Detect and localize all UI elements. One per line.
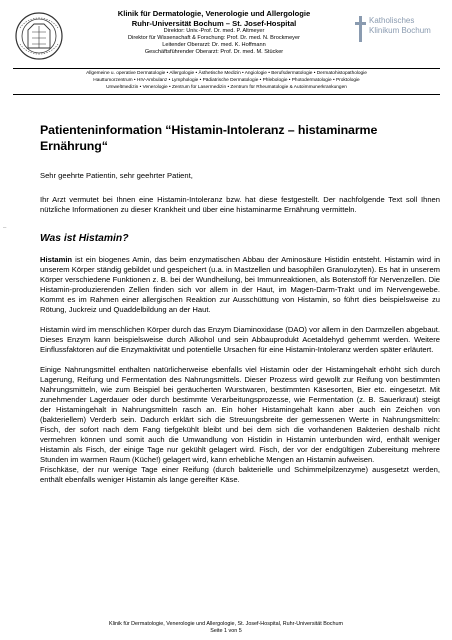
document-body: [40, 122, 440, 485]
divider: [13, 68, 440, 69]
footer-clinic: Klinik für Dermatologie, Venerologie und Allergologie, St. Josef-Hospital, Ruhr-Universität Bochum: [108, 621, 343, 627]
page-number: Seite 1 von 5: [210, 628, 242, 634]
greeting: Sehr geehrte Patientin, sehr geehrter Patient,: [40, 171, 193, 180]
margin-mark: –: [3, 225, 7, 231]
paragraph-text: ist ein biogenes Amin, das beim enzymatischen Abbau der Aminosäure Histidin entsteht. Histamin wird in unserem Körper ständig gebildet und gespeichert (u.a. in Mastzellen und basophilen Granulozyten). Es hat in unserem Körper verschiedene Funktionen z. B. bei der Wundheilung, bei Immunreaktionen, als Botenstoff für Nervenzellen. Die Histamin-produzierenden Zellen finden sich vor allem in der Haut, im Magen-Darm-Trakt und im Nervengewebe. Kommt es im Rahmen einer allergischen Reaktion zur Ausschüttung von Histamin, so führt dies beispielsweise zu Rötung, Juckreiz und Quaddelbildung an der Haut.: [40, 255, 440, 314]
department-line: Hauttumorzentrum • HIV-Ambulanz • Lymphologie • Pädiatrische Dermatologie • Phlebologie • Photodermatologie • Proktologie: [93, 78, 360, 84]
logo-text-line: Klinikum Bochum: [369, 25, 431, 35]
document-title: [40, 122, 440, 154]
paragraph-food-histamin: Einige Nahrungsmittel enthalten natürlicherweise ebenfalls viel Histamin oder der Histamingehalt erhöht sich durch Lagerung, Reifung und Fermentation des Nahrungsmittels. Dieser Prozess wird gewollt zur Reifung von bestimmten Nahrungsmitteln, wie zum Beispiel bei geräucherten Wurstwaren, bestimmten Käsesorten, Bier etc. eingesetzt. Mit zunehmender Lagerdauer oder durch bestimmte Verarbeitungsprozesse, wie Fermentation (z. B. Sauerkraut) steigt der Histamingehalt in Nahrungsmitteln rasch an. Ein hoher Histamingehalt kann aber auch ein Zeichen von (bakteriellem) Verderb sein. Dadurch erklärt sich die Streuungsbreite der gemessenen Werte in Nahrungsmitteln: Fisch, der sofort nach dem Fang tiefgekühlt bleibt und bei dem sich die vorhandenen Bakterien deshalb nicht vermehren können und somit auch die Umwandlung von Histidin in Histamin unterbunden wird, enthält weniger Histamin als Fisch, der einige Tage nur gekühlt gelagert wird. Fisch, der vor der endgültigen Zubereitung mehrere Stunden im warmen Raum (Küche!) gelagert wird, kann erhebliche Mengen an Histamin aufweisen.: [40, 365, 440, 464]
university-hospital-name: Ruhr-Universität Bochum – St. Josef-Hospital: [131, 18, 297, 28]
divider: [13, 94, 440, 95]
hospital-logo-text: [369, 16, 431, 35]
staff-line: Direktor für Wissenschaft & Forschung: Prof. Dr. med. N. Brockmeyer: [128, 35, 300, 42]
section-heading: Was ist Histamin?: [40, 233, 129, 244]
clinic-header: [72, 9, 356, 56]
paragraph-cheese: Frischkäse, der nur wenige Tage einer Reifung (durch bakterielle und Schimmelpilzenzyme) ausgesetzt werden, enthält ebenfalls weniger Histamin als lange gereifter Käse.: [40, 465, 440, 484]
university-seal-icon: [14, 8, 64, 64]
logo-text-line: Katholisches: [369, 16, 415, 25]
paragraph-histamin-breakdown: Histamin wird im menschlichen Körper durch das Enzym Diaminoxidase (DAO) vor allem in den Darmzellen abgebaut. Dieses Enzym kann beispielsweise durch Alkohol und sein Abbauprodukt Acetaldehyd gehemmt werden. Weitere Einflussfaktoren auf die Enzymaktivität und potentielle Ursachen für eine Histamin-Intoleranz werden später erläutert.: [40, 325, 440, 354]
staff-line: Leitender Oberarzt: Dr. med. K. Hoffmann: [162, 42, 266, 49]
page-footer: [0, 621, 452, 635]
paragraph-histamin-definition: [40, 255, 440, 315]
staff-line: Geschäftsführender Oberarzt: Prof. Dr. med. M. Stücker: [144, 49, 284, 56]
term-histamin: Histamin: [40, 255, 73, 264]
department-list: [13, 70, 440, 92]
title-line: Ernährung“: [40, 139, 108, 153]
department-line: Allgemeine u. operative Dermatologie • Allergologie • Ästhetische Medizin • Angiologie • Berufsdermatologie • Dermatohistopathologie: [86, 71, 367, 76]
department-line: Umweltmedizin • Venerologie • Zentrum für Lasermedizin • Zentrum für Rheumatologie & Autoimmunerkrankungen: [106, 85, 347, 91]
clinic-name: Klinik für Dermatologie, Venerologie und Allergologie: [117, 9, 311, 18]
staff-line: Direktor: Univ.-Prof. Dr. med. P. Altmeyer: [163, 28, 265, 34]
intro-paragraph: Ihr Arzt vermutet bei Ihnen eine Histamin-Intoleranz bzw. hat diese festgestellt. Der nachfolgende Text soll Ihnen nützliche Informationen zu dieser Krankheit und über eine histaminarme Ernährung vermitteln.: [40, 195, 440, 214]
katholisches-klinikum-logo-icon: [355, 16, 366, 42]
title-line: Patienteninformation “Histamin-Intoleranz – histaminarme: [40, 123, 378, 137]
